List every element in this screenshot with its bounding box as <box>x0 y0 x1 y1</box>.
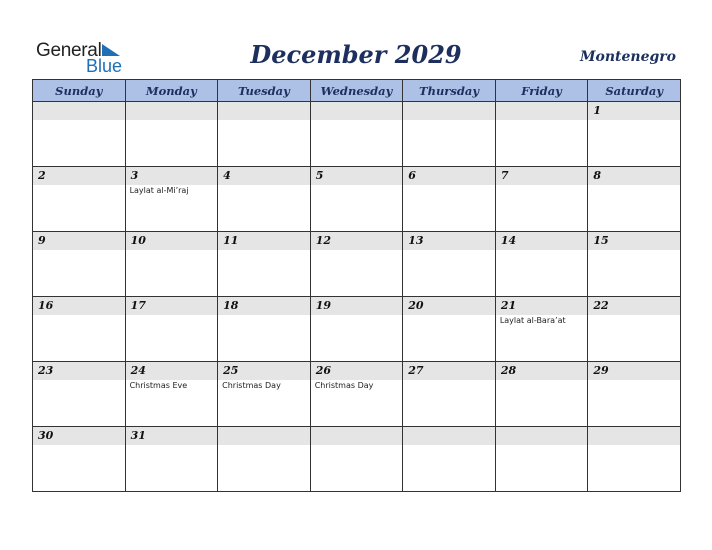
day-cell <box>125 102 218 167</box>
day-cell <box>33 167 126 232</box>
month-calendar <box>32 79 681 492</box>
week-row <box>33 297 681 362</box>
day-number-strip <box>33 102 125 120</box>
logo-text-general: General <box>36 40 102 61</box>
day-number-strip <box>403 362 495 380</box>
day-cell <box>33 362 126 427</box>
weekday-header: Tuesday <box>218 80 311 102</box>
week-row <box>33 427 681 492</box>
day-number-strip <box>496 362 588 380</box>
weekday-header: Monday <box>125 80 218 102</box>
day-number-strip <box>33 427 125 445</box>
day-cell <box>588 362 681 427</box>
day-number-strip <box>311 232 403 250</box>
day-cell <box>218 297 311 362</box>
day-number: 6 <box>408 169 416 182</box>
day-number: 20 <box>408 299 424 312</box>
weekday-header: Thursday <box>403 80 496 102</box>
day-number-strip <box>588 102 680 120</box>
day-number-strip <box>403 297 495 315</box>
day-cell <box>588 232 681 297</box>
day-number: 7 <box>500 169 509 182</box>
weekday-header-row <box>33 80 681 102</box>
week-row <box>33 102 681 167</box>
day-number: 4 <box>223 169 231 182</box>
day-number-strip <box>496 427 588 445</box>
day-cell <box>495 362 588 427</box>
day-cell <box>588 102 681 167</box>
week-row <box>33 232 681 297</box>
weekday-header: Wednesday <box>310 80 403 102</box>
day-number-strip <box>496 297 588 315</box>
day-number-strip <box>403 102 495 120</box>
day-number-strip <box>588 167 680 185</box>
day-number: 15 <box>593 234 609 247</box>
day-number: 30 <box>38 429 54 442</box>
day-number: 22 <box>593 299 609 312</box>
country-label: Montenegro <box>580 49 676 65</box>
day-cell <box>310 232 403 297</box>
holiday-label: Christmas Day <box>314 381 374 390</box>
day-number-strip <box>311 167 403 185</box>
day-number-strip <box>33 362 125 380</box>
day-cell <box>310 167 403 232</box>
calendar-body <box>33 102 681 492</box>
day-number-strip <box>126 102 218 120</box>
day-cell <box>403 232 496 297</box>
day-number: 14 <box>500 234 517 247</box>
day-cell <box>310 102 403 167</box>
day-number-strip <box>403 167 495 185</box>
day-number-strip <box>126 362 218 380</box>
day-number-strip <box>496 167 588 185</box>
day-number-strip <box>126 297 218 315</box>
day-number-strip <box>588 427 680 445</box>
day-cell <box>495 232 588 297</box>
day-number: 25 <box>223 364 239 377</box>
day-cell <box>403 102 496 167</box>
day-number-strip <box>33 167 125 185</box>
day-number-strip <box>403 232 495 250</box>
day-cell <box>218 232 311 297</box>
holiday-label: Laylat al-Bara’at <box>499 316 566 325</box>
week-row <box>33 362 681 427</box>
holiday-label: Christmas Day <box>222 381 281 390</box>
day-number: 21 <box>500 299 517 312</box>
day-cell <box>33 427 126 492</box>
day-number: 23 <box>38 364 54 377</box>
day-number-strip <box>588 232 680 250</box>
day-cell <box>495 167 588 232</box>
day-cell <box>310 427 403 492</box>
day-number: 31 <box>130 429 146 442</box>
day-number-strip <box>496 102 588 120</box>
day-cell <box>125 297 218 362</box>
day-cell <box>310 297 403 362</box>
day-number: 11 <box>223 234 239 247</box>
day-number-strip <box>33 232 125 250</box>
day-number: 29 <box>593 364 609 377</box>
day-number: 24 <box>130 364 146 377</box>
day-number-strip <box>218 427 310 445</box>
day-number-strip <box>218 167 310 185</box>
weekday-header: Saturday <box>588 80 681 102</box>
logo-text-blue: Blue <box>86 56 123 76</box>
day-number: 1 <box>593 104 602 117</box>
day-number: 3 <box>130 169 139 182</box>
weekday-header: Friday <box>495 80 588 102</box>
day-cell <box>218 362 311 427</box>
day-cell <box>125 362 218 427</box>
day-number: 13 <box>408 234 424 247</box>
day-cell <box>403 297 496 362</box>
day-number: 2 <box>38 169 46 182</box>
day-cell <box>33 102 126 167</box>
weekday-header: Sunday <box>33 80 126 102</box>
day-cell <box>125 167 218 232</box>
day-number-strip <box>588 362 680 380</box>
day-number: 8 <box>593 169 602 182</box>
day-cell <box>125 427 218 492</box>
day-number: 5 <box>315 169 324 182</box>
day-number-strip <box>218 102 310 120</box>
day-number: 9 <box>38 234 46 247</box>
brand-logo <box>36 40 136 74</box>
day-number-strip <box>33 297 125 315</box>
day-number: 19 <box>315 299 331 312</box>
day-cell <box>495 427 588 492</box>
day-cell <box>218 167 311 232</box>
day-cell <box>33 232 126 297</box>
day-number-strip <box>218 232 310 250</box>
day-number-strip <box>218 297 310 315</box>
day-number-strip <box>588 297 680 315</box>
day-cell <box>403 427 496 492</box>
day-number: 16 <box>38 299 54 312</box>
day-number: 28 <box>500 364 517 377</box>
day-number-strip <box>311 427 403 445</box>
day-cell <box>33 297 126 362</box>
day-number-strip <box>126 232 218 250</box>
day-number: 27 <box>408 364 424 377</box>
day-number-strip <box>126 167 218 185</box>
day-number: 17 <box>130 299 146 312</box>
day-number-strip <box>403 427 495 445</box>
week-row <box>33 167 681 232</box>
day-cell <box>310 362 403 427</box>
day-cell <box>495 297 588 362</box>
day-number: 18 <box>223 299 239 312</box>
holiday-label: Christmas Eve <box>129 381 188 390</box>
day-cell <box>403 362 496 427</box>
day-number-strip <box>311 102 403 120</box>
day-number: 10 <box>130 234 146 247</box>
day-number: 12 <box>315 234 331 247</box>
day-cell <box>403 167 496 232</box>
day-number: 26 <box>315 364 331 377</box>
day-number-strip <box>126 427 218 445</box>
day-number-strip <box>311 362 403 380</box>
day-number-strip <box>311 297 403 315</box>
day-cell <box>588 297 681 362</box>
day-number-strip <box>218 362 310 380</box>
day-cell <box>588 427 681 492</box>
day-cell <box>218 427 311 492</box>
day-cell <box>588 167 681 232</box>
day-number-strip <box>496 232 588 250</box>
calendar-title: December 2029 <box>250 40 462 69</box>
day-cell <box>495 102 588 167</box>
day-cell <box>218 102 311 167</box>
day-cell <box>125 232 218 297</box>
holiday-label: Laylat al-Mi’raj <box>129 186 189 195</box>
